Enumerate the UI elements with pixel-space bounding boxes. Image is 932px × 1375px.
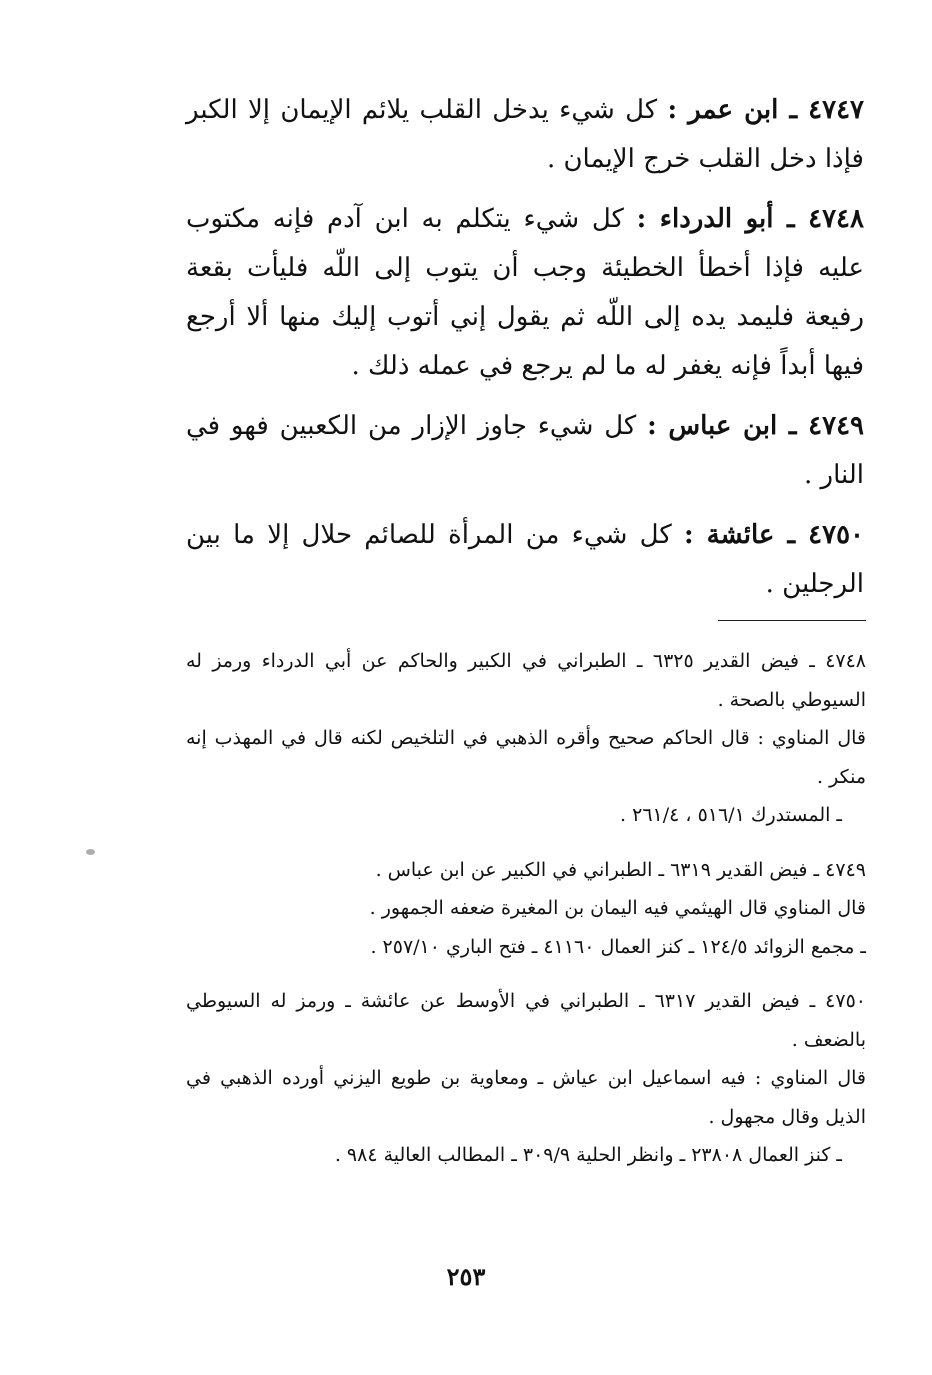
entry-number: ٤٧٤٩ (808, 411, 865, 441)
footnote-line: ـ مجمع الزوائد ١٢٤/٥ ـ كنز العمال ٤١١٦٠ ـ فتح الباري ٢٥٧/١٠ . (370, 935, 866, 958)
hadith-entry-4749: ٤٧٤٩ ـ ابن عباس : كل شيء جاوز الإزار من الكعبين فهو في النار . (186, 411, 865, 490)
footnote-line: ٤٧٤٩ ـ فيض القدير ٦٣١٩ ـ الطبراني في الكبير عن ابن عباس . (375, 858, 866, 881)
hadith-entry-4750: ٤٧٥٠ ـ عائشة : كل شيء من المرأة للصائم حلال إلا ما بين الرجلين . (186, 520, 865, 599)
footnote-4749 (186, 851, 866, 967)
entry-source: ابن عمر (688, 95, 779, 125)
footnotes (186, 642, 866, 1191)
entry-text: كل شيء جاوز الإزار من الكعبين فهو في النار . (186, 411, 864, 490)
hadith-entry-4747: ٤٧٤٧ ـ ابن عمر : كل شيء يدخل القلب يلائم الإيمان إلا الكبر فإذا دخل القلب خرج الإيمان . (186, 95, 864, 174)
page-number: ٢٥٣ (446, 1262, 486, 1291)
entry-number: ٤٧٤٧ (808, 95, 864, 125)
entry-source: ابن عباس (668, 411, 778, 441)
footnote-line: ٤٧٤٨ ـ فيض القدير ٦٣٢٥ ـ الطبراني في الكبير والحاكم عن أبي الدرداء ورمز له السيوطي بالصحة . (186, 650, 867, 711)
footnote-line: قال المناوي قال الهيثمي فيه اليمان بن المغيرة ضعفه الجمهور . (369, 897, 866, 919)
footnote-line: ٤٧٥٠ ـ فيض القدير ٦٣١٧ ـ الطبراني في الأوسط عن عائشة ـ ورمز له السيوطي بالضعف . (186, 990, 866, 1051)
footnote-4750 (186, 982, 866, 1175)
footnote-divider (718, 620, 866, 621)
footnote-line: ـ المستدرك ٥١٦/١ ، ٢٦١/٤ . (620, 804, 842, 826)
entry-number: ٤٧٤٨ (808, 204, 864, 234)
entry-source: أبو الدرداء (659, 204, 774, 234)
entry-text: كل شيء يدخل القلب يلائم الإيمان إلا الكبر فإذا دخل القلب خرج الإيمان . (186, 95, 864, 174)
footnote-line: قال المناوي : قال الحاكم صحيح وأقره الذهبي في التلخيص لكنه قال في المهذب إنه منكر . (186, 727, 866, 788)
entry-source: عائشة (706, 520, 775, 550)
entry-text: كل شيء من المرأة للصائم حلال إلا ما بين الرجلين . (186, 520, 864, 599)
hadith-entry-4748: ٤٧٤٨ ـ أبو الدرداء : كل شيء يتكلم به ابن آدم فإنه مكتوب عليه فإذا أخطأ الخطيئة وجب أن يتوب إلى اللّه فليأت بقعة رفيعة فليمد يده إلى اللّه ثم يقول إني أتوب إليك منها ألا أرجع فيها أبداً فإنه يغفر له ما لم يرجع في عمله ذلك . (186, 204, 864, 381)
scan-speck (86, 849, 95, 855)
footnote-line: ـ كنز العمال ٢٣٨٠٨ ـ وانظر الحلية ٣٠٩/٩ ـ المطالب العالية ٩٨٤ . (334, 1144, 842, 1166)
footnote-line: قال المناوي : فيه اسماعيل ابن عياش ـ ومعاوية بن طويع اليزني أورده الذهبي في الذيل وقال مجهول . (186, 1067, 866, 1128)
entry-number: ٤٧٥٠ (808, 520, 865, 550)
footnote-4748 (186, 642, 866, 835)
entry-text: كل شيء يتكلم به ابن آدم فإنه مكتوب عليه فإذا أخطأ الخطيئة وجب أن يتوب إلى اللّه فليأت بقعة رفيعة فليمد يده إلى اللّه ثم يقول إني أتوب إليك منها ألا أرجع فيها أبداً فإنه يغفر له ما لم يرجع في عمله ذلك . (186, 204, 864, 381)
main-text (186, 86, 864, 620)
